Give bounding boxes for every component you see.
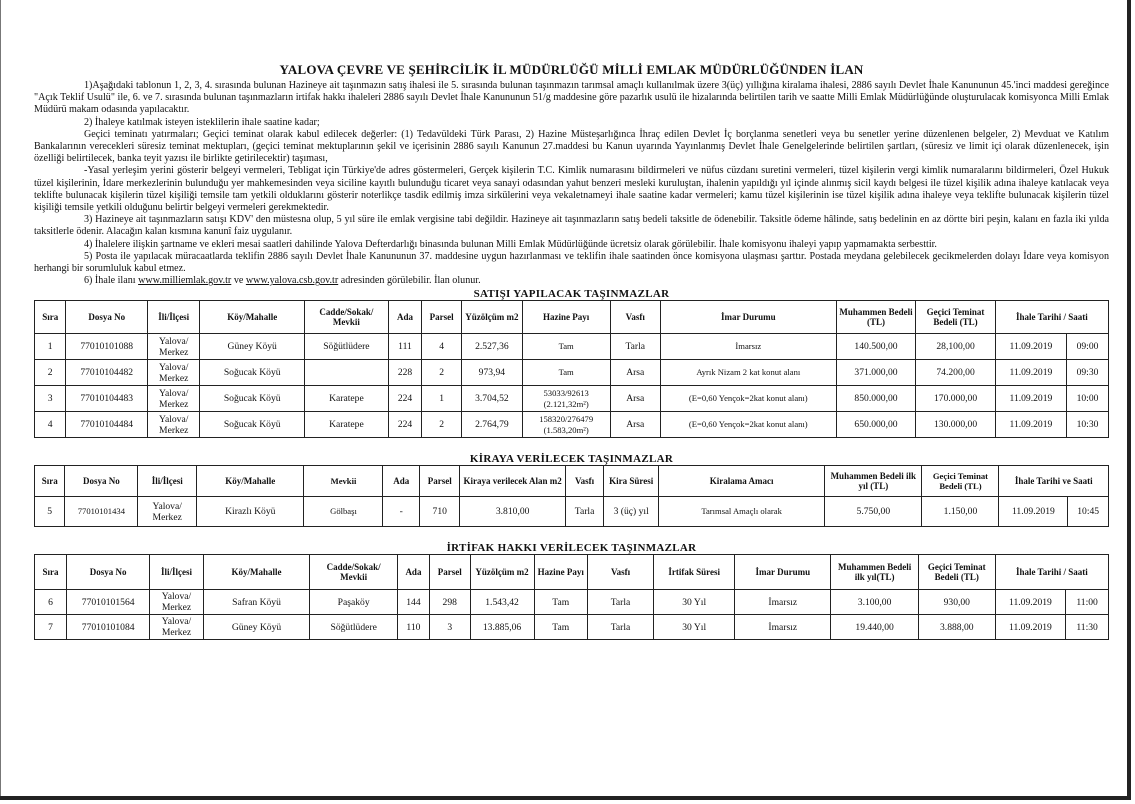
table-cell: 3 bbox=[429, 615, 470, 640]
header-cell: Ada bbox=[397, 555, 429, 590]
header-cell: Dosya No bbox=[67, 555, 150, 590]
table-cell: 77010104482 bbox=[66, 360, 148, 386]
easement-row bbox=[35, 590, 1109, 615]
table-cell: 11:00 bbox=[1066, 590, 1109, 615]
header-cell: Sıra bbox=[35, 466, 65, 497]
paragraph-2b: -Yasal yerleşim yerini gösterir belgeyi vermeleri, Tebligat için Türkiye'de adres göstermeleri, Gerçek kişilerin T.C. Kimlik numarasını bildirmeleri ve nüfus cüzdanı suretini vermeleri, tüzel kişilerin vergi kimlik numaralarını bildirmeleri, Özel Hukuk tüzel kişilerinin, İdare merkezlerinin bulunduğu yer mahkemesinden veya siciline kayıtlı bulunduğu ticaret veya sanayi odasından yahut benzeri mesleki kuruluştan, ihalenin yapıldığı yıl içinde alınmış sicil kaydı belgesi ile tüzel kişilik adına ihaleye katılacak veya teklifte bulunacak kişilerin tüzel kişiliği temsile tam yetkili olduklarını gösterir noterlikçe tasdik edilmiş imza sirkülerini veya vekaletnameyi ihale saatine kadar vermeleri; kamu tüzel kişilerinin ise tüzel kişilik adına ihaleye veya teklifte bulunacak kişilerin tüzel kişiliği temsile yetkili olduğunu belirtir belgeyi vermeleri gerekmektedir. bbox=[34, 165, 1109, 214]
table-cell: Yalova/ Merkez bbox=[148, 386, 200, 412]
table-cell: Tarla bbox=[610, 334, 660, 360]
paragraph-6 bbox=[34, 275, 1109, 287]
notice-page bbox=[34, 58, 1109, 640]
table-cell: 5.750,00 bbox=[825, 497, 922, 527]
table-cell: 77010104484 bbox=[66, 412, 148, 438]
table-cell: 11.09.2019 bbox=[995, 615, 1065, 640]
header-cell: Sıra bbox=[35, 301, 66, 334]
header-cell: Parsel bbox=[422, 301, 462, 334]
table-cell: Paşaköy bbox=[310, 590, 398, 615]
table-cell: 140.500,00 bbox=[836, 334, 916, 360]
table-cell: 3.100,00 bbox=[831, 590, 919, 615]
table-cell: Gölbaşı bbox=[304, 497, 383, 527]
notice-body bbox=[34, 80, 1109, 287]
table-cell: 11:30 bbox=[1066, 615, 1109, 640]
paragraph-6-suffix: adresinden görülebilir. İlan olunur. bbox=[340, 275, 481, 287]
table-cell: 09:30 bbox=[1067, 360, 1109, 386]
table-cell: 1.543,42 bbox=[470, 590, 534, 615]
table-cell: 130.000,00 bbox=[916, 412, 996, 438]
header-cell: İhale Tarihi / Saati bbox=[995, 555, 1108, 590]
table-cell: 2.527,36 bbox=[462, 334, 523, 360]
table-cell: Yalova/ Merkez bbox=[150, 615, 203, 640]
table-cell: Tam bbox=[522, 360, 610, 386]
table-cell: 13.885,06 bbox=[470, 615, 534, 640]
header-cell: İrtifak Süresi bbox=[654, 555, 735, 590]
header-cell: Geçici Teminat Bedeli (TL) bbox=[918, 555, 995, 590]
table-cell: Kirazlı Köyü bbox=[197, 497, 304, 527]
table-cell: Tam bbox=[522, 334, 610, 360]
table-cell: Soğucak Köyü bbox=[200, 360, 305, 386]
table-cell: 3.704,52 bbox=[462, 386, 523, 412]
table-cell: 1.150,00 bbox=[922, 497, 999, 527]
table-cell: 11.09.2019 bbox=[995, 412, 1066, 438]
header-cell: Vasfı bbox=[565, 466, 604, 497]
table-cell: Yalova/ Merkez bbox=[138, 497, 197, 527]
easement-section-title: İRTİFAK HAKKI VERİLECEK TAŞINMAZLAR bbox=[446, 542, 697, 555]
table-cell: Tarla bbox=[587, 590, 653, 615]
table-cell: 77010101434 bbox=[65, 497, 138, 527]
table-cell: 4 bbox=[35, 412, 66, 438]
table-cell: 77010104483 bbox=[66, 386, 148, 412]
sale-section-title: SATIŞI YAPILACAK TAŞINMAZLAR bbox=[473, 288, 670, 301]
header-cell: Dosya No bbox=[66, 301, 148, 334]
header-cell: Parsel bbox=[419, 466, 460, 497]
table-cell: 2 bbox=[422, 412, 462, 438]
table-cell: Yalova/ Merkez bbox=[148, 360, 200, 386]
paragraph-3: 3) Hazineye ait taşınmazların satışı KDV' den müstesna olup, 5 yıl süre ile emlak vergisine tabi değildir. Hazineye ait taşınmazların satış bedeli taksitle de ödenebilir. Taksitle ödeme hâlinde, satış bedelinin en az dörtte biri peşin, kalanı en fazla iki yılda taksitlerle ödenir. Alacağın kalan kısmına kanunî faiz uygulanır. bbox=[34, 214, 1109, 238]
table-cell: Söğütlüdere bbox=[305, 334, 389, 360]
header-cell: Muhammen Bedeli ilk yıl(TL) bbox=[831, 555, 919, 590]
table-cell: 77010101084 bbox=[67, 615, 150, 640]
table-cell: 158320/276479 (1.583,20m²) bbox=[522, 412, 610, 438]
table-cell: 6 bbox=[35, 590, 67, 615]
table-cell: 10:30 bbox=[1067, 412, 1109, 438]
header-cell: İli/İlçesi bbox=[148, 301, 200, 334]
table-cell: 371.000,00 bbox=[836, 360, 916, 386]
header-cell: Köy/Mahalle bbox=[197, 466, 304, 497]
table-cell: Tarla bbox=[565, 497, 604, 527]
header-cell: Hazine Payı bbox=[522, 301, 610, 334]
table-cell: 28,100,00 bbox=[916, 334, 996, 360]
header-cell: İli/İlçesi bbox=[138, 466, 197, 497]
table-cell: 224 bbox=[388, 386, 421, 412]
table-cell: İmarsız bbox=[735, 615, 831, 640]
table-cell: 2 bbox=[422, 360, 462, 386]
table-cell: Tam bbox=[534, 590, 587, 615]
rent-section-title: KİRAYA VERİLECEK TAŞINMAZLAR bbox=[469, 453, 674, 466]
paragraph-4: 4) İhalelere ilişkin şartname ve ekleri mesai saatleri dahilinde Yalova Defterdarlığı binasında bulunan Milli Emlak Müdürlüğünde ücretsiz olarak görülebilir. İhale komisyonu ihaleyi yapıp yapmamakta serbesttir. bbox=[84, 238, 937, 250]
table-cell: Tam bbox=[534, 615, 587, 640]
table-cell: Yalova/ Merkez bbox=[150, 590, 203, 615]
table-cell: 3 bbox=[35, 386, 66, 412]
table-cell: Güney Köyü bbox=[203, 615, 310, 640]
table-cell: 710 bbox=[419, 497, 460, 527]
notice-title: YALOVA ÇEVRE VE ŞEHİRCİLİK İL MÜDÜRLÜĞÜ MİLLİ EMLAK MÜDÜRLÜĞÜNDEN İLAN bbox=[279, 62, 864, 77]
table-cell bbox=[305, 360, 389, 386]
table-cell: 228 bbox=[388, 360, 421, 386]
table-cell: Ayrık Nizam 2 kat konut alanı bbox=[660, 360, 836, 386]
header-cell: İmar Durumu bbox=[660, 301, 836, 334]
table-cell: 30 Yıl bbox=[654, 590, 735, 615]
table-cell: Karatepe bbox=[305, 412, 389, 438]
table-cell: Tarımsal Amaçlı olarak bbox=[659, 497, 825, 527]
header-cell: Dosya No bbox=[65, 466, 138, 497]
table-cell: Tarla bbox=[587, 615, 653, 640]
table-cell: 74.200,00 bbox=[916, 360, 996, 386]
header-cell: Köy/Mahalle bbox=[200, 301, 305, 334]
table-cell: 53033/92613 (2.121,32m²) bbox=[522, 386, 610, 412]
table-cell: Arsa bbox=[610, 360, 660, 386]
sale-table-body bbox=[35, 334, 1109, 438]
sale-row bbox=[35, 412, 1109, 438]
header-cell: Geçici Teminat Bedeli (TL) bbox=[916, 301, 996, 334]
header-cell: Yüzölçüm m2 bbox=[470, 555, 534, 590]
easement-header-row bbox=[35, 555, 1109, 590]
table-cell: (E=0,60 Yençok=2kat konut alanı) bbox=[660, 386, 836, 412]
table-cell: 930,00 bbox=[918, 590, 995, 615]
table-cell: 2.764,79 bbox=[462, 412, 523, 438]
sale-row bbox=[35, 360, 1109, 386]
table-cell: Güney Köyü bbox=[200, 334, 305, 360]
table-cell: 11.09.2019 bbox=[995, 334, 1066, 360]
table-cell: 2 bbox=[35, 360, 66, 386]
header-cell: Vasfı bbox=[587, 555, 653, 590]
table-cell: 3.888,00 bbox=[918, 615, 995, 640]
header-cell: Parsel bbox=[429, 555, 470, 590]
table-cell: 3 (üç) yıl bbox=[604, 497, 659, 527]
table-cell: 110 bbox=[397, 615, 429, 640]
header-cell: Ada bbox=[388, 301, 421, 334]
header-cell: Geçici Teminat Bedeli (TL) bbox=[922, 466, 999, 497]
table-cell: 850.000,00 bbox=[836, 386, 916, 412]
table-cell: 170.000,00 bbox=[916, 386, 996, 412]
header-cell: Cadde/Sokak/ Mevkii bbox=[305, 301, 389, 334]
table-cell: (E=0,60 Yençok=2kat konut alanı) bbox=[660, 412, 836, 438]
table-cell: 4 bbox=[422, 334, 462, 360]
sale-row bbox=[35, 334, 1109, 360]
table-cell: 111 bbox=[388, 334, 421, 360]
milliemlak-link[interactable]: www.milliemlak.gov.tr bbox=[138, 275, 232, 287]
table-cell: 77010101088 bbox=[66, 334, 148, 360]
header-cell: İhale Tarihi / Saati bbox=[995, 301, 1108, 334]
paragraph-5: 5) Posta ile yapılacak müracaatlarda teklifin 2886 sayılı Devlet İhale Kanununun 37. maddesine uygun hazırlanması ve teklifin ihale saatinden önce komisyona ulaşması şarttır. Postada meydana gelebilecek gecikmelerden dolayı İdare veya komisyon herhangi bir sorumluluk kabul etmez. bbox=[34, 250, 1109, 275]
table-cell: Yalova/ Merkez bbox=[148, 334, 200, 360]
table-cell: 1 bbox=[422, 386, 462, 412]
header-cell: Kira Süresi bbox=[604, 466, 659, 497]
table-cell: Karatepe bbox=[305, 386, 389, 412]
header-cell: Sıra bbox=[35, 555, 67, 590]
table-cell: 19.440,00 bbox=[831, 615, 919, 640]
header-cell: Hazine Payı bbox=[534, 555, 587, 590]
header-cell: İhale Tarihi ve Saati bbox=[999, 466, 1109, 497]
header-cell: Muhammen Bedeli ilk yıl (TL) bbox=[825, 466, 922, 497]
paragraph-6-mid: ve bbox=[233, 275, 244, 287]
rent-row bbox=[35, 497, 1109, 527]
header-cell: İmar Durumu bbox=[735, 555, 831, 590]
table-cell: İmarsız bbox=[735, 590, 831, 615]
header-cell: Muhammen Bedeli (TL) bbox=[836, 301, 916, 334]
table-cell: Soğucak Köyü bbox=[200, 386, 305, 412]
header-cell: Yüzölçüm m2 bbox=[462, 301, 523, 334]
header-cell: İli/İlçesi bbox=[150, 555, 203, 590]
easement-row bbox=[35, 615, 1109, 640]
table-cell: Arsa bbox=[610, 386, 660, 412]
rent-header-row bbox=[35, 466, 1109, 497]
paragraph-2: 2) İhaleye katılmak isteyen isteklilerin ihale saatine kadar; bbox=[84, 116, 320, 128]
header-cell: Kiraya verilecek Alan m2 bbox=[460, 466, 565, 497]
table-cell: 30 Yıl bbox=[654, 615, 735, 640]
table-cell: 144 bbox=[397, 590, 429, 615]
header-cell: Vasfı bbox=[610, 301, 660, 334]
header-cell: Mevkii bbox=[304, 466, 383, 497]
paragraph-2a: Geçici teminatı yatırmaları; Geçici teminat olarak kabul edilecek değerler: (1) Tedavüldeki Türk Parası, 2) Hazine Müsteşarlığınca İhraç edilen Devlet İç borçlanma senetleri veya bu senetler yerine düzenlenen belgeler, 2) Mevduat ve Katılım Bankalarının verecekleri süresiz teminat mektupları, (geçici teminat mektuplarının şekil ve içerisinin 2886 sayılı Kanunun 27.maddesi bu Kanun uyarında Yayınlanmış Devlet İhale Genelgelerinde belirtilen şartları, (süresiz ve limit içi olarak düzenlenecek, işin özelliği belirtilecek, banka teyit yazısı ile birlikte getirilecektir) taşıması, bbox=[34, 128, 1109, 165]
table-cell: - bbox=[383, 497, 419, 527]
table-cell: Safran Köyü bbox=[203, 590, 310, 615]
table-cell: 1 bbox=[35, 334, 66, 360]
header-cell: Cadde/Sokak/ Mevkii bbox=[310, 555, 398, 590]
table-cell: Soğucak Köyü bbox=[200, 412, 305, 438]
rent-table bbox=[34, 465, 1109, 527]
table-cell: 11.09.2019 bbox=[995, 386, 1066, 412]
table-cell: 298 bbox=[429, 590, 470, 615]
table-cell: 11.09.2019 bbox=[995, 590, 1065, 615]
header-cell: Köy/Mahalle bbox=[203, 555, 310, 590]
rent-table-body bbox=[35, 497, 1109, 527]
paragraph-6-prefix: 6) İhale ilanı bbox=[84, 275, 136, 287]
table-cell: 11.09.2019 bbox=[995, 360, 1066, 386]
table-cell: 11.09.2019 bbox=[999, 497, 1068, 527]
table-cell: 7 bbox=[35, 615, 67, 640]
table-cell: 650.000,00 bbox=[836, 412, 916, 438]
table-cell: 973,94 bbox=[462, 360, 523, 386]
easement-table bbox=[34, 554, 1109, 640]
easement-table-body bbox=[35, 590, 1109, 640]
table-cell: İmarsız bbox=[660, 334, 836, 360]
header-cell: Ada bbox=[383, 466, 419, 497]
table-cell: 3.810,00 bbox=[460, 497, 565, 527]
paragraph-1: 1)Aşağıdaki tablonun 1, 2, 3, 4. sırasında bulunan Hazineye ait taşınmazın satış ihalesi ile 5. sırasında bulunan taşınmazın tarımsal amaçlı kullanılmak üzere 3(üç) yıllığına kiralama ihalesi, 2886 sayılı Devlet İhale Kanununun 45.'inci maddesi gereğince "Açık Teklif Usulü" ile, 6. ve 7. sırasında bulunan taşınmazların irtifak hakkı ihaleleri 2886 sayılı Devlet İhale Kanununun 51/g maddesine göre pazarlık usulü ile hizalarında belirtilen tarih ve saatte Milli Emlak Müdürlüğünde oluşturulacak komisyonca Milli Emlak Müdürü makam odasında yapılacaktır. bbox=[34, 80, 1109, 116]
table-cell: 5 bbox=[35, 497, 65, 527]
table-cell: Söğütlüdere bbox=[310, 615, 398, 640]
table-cell: 77010101564 bbox=[67, 590, 150, 615]
sale-row bbox=[35, 386, 1109, 412]
header-cell: Kiralama Amacı bbox=[659, 466, 825, 497]
sale-table bbox=[34, 300, 1109, 438]
yalova-csb-link[interactable]: www.yalova.csb.gov.tr bbox=[245, 275, 339, 287]
table-cell: Arsa bbox=[610, 412, 660, 438]
table-cell: Yalova/ Merkez bbox=[148, 412, 200, 438]
table-cell: 10:45 bbox=[1068, 497, 1109, 527]
table-cell: 224 bbox=[388, 412, 421, 438]
table-cell: 09:00 bbox=[1067, 334, 1109, 360]
sale-header-row bbox=[35, 301, 1109, 334]
table-cell: 10:00 bbox=[1067, 386, 1109, 412]
